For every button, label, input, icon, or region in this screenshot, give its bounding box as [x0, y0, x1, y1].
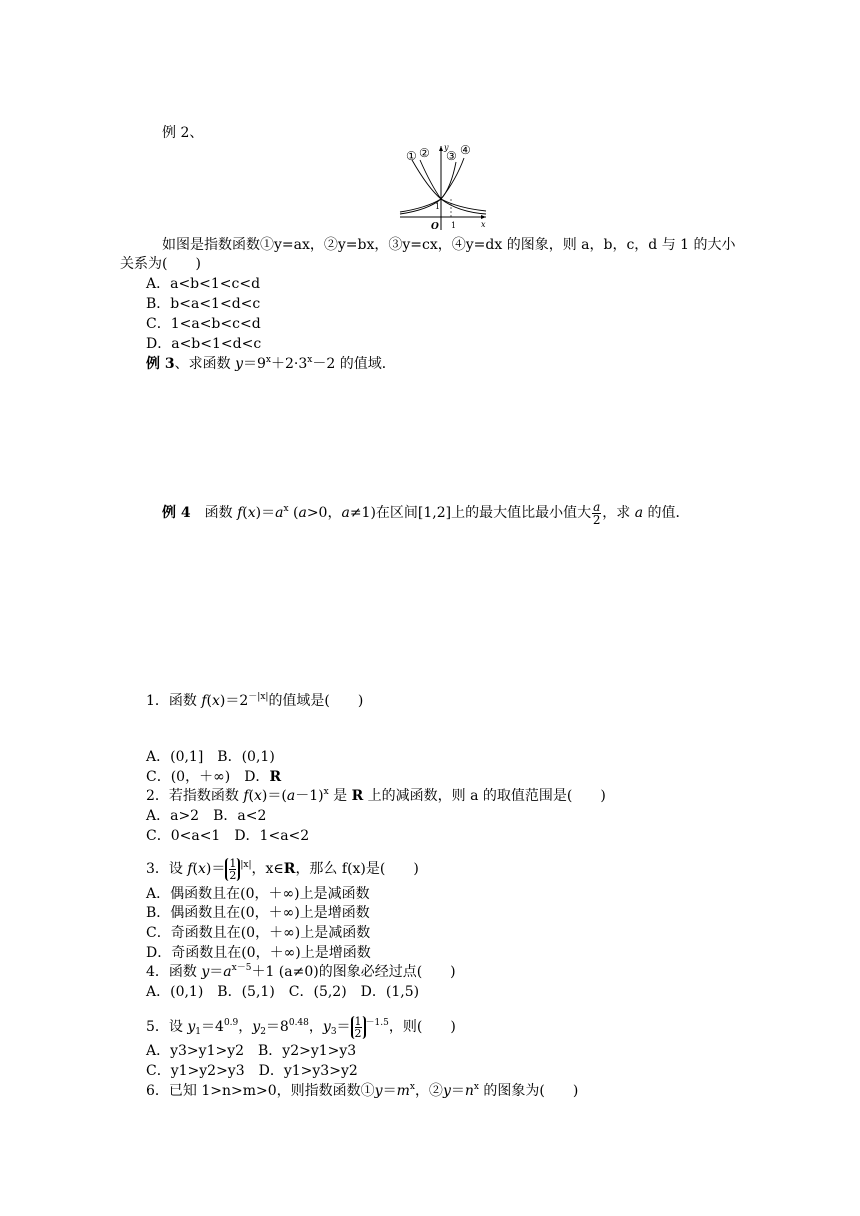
- tick-label-x: 1: [451, 221, 457, 230]
- exercise-5-options-ab: A．y3>y1>y2 B．y2>y1>y3: [146, 1043, 357, 1059]
- curve-label-4: ④: [460, 143, 471, 157]
- example-2-option-c: C．1<a<b<c<d: [146, 316, 261, 332]
- exercise-1-options-cd: C．(0，＋∞) D．R: [146, 769, 282, 785]
- fraction-one-half-q5: $\frac{1}{2}$: [351, 1016, 366, 1039]
- curve-label-3: ③: [446, 149, 457, 163]
- example-4-label: 例 4: [162, 505, 191, 521]
- example-2-option-a: A．a<b<1<c<d: [146, 276, 261, 292]
- example-2-question-line2: 关系为( ): [120, 256, 201, 272]
- example-2-label: 例 2、: [162, 125, 204, 141]
- exercise-5-stem: 5．设 $y_1=4^{0.9}$，$y_2=8^{0.48}$，$y_3=$ $\frac{1}{2}$ $^{-1.5}$，则( ): [146, 1014, 456, 1040]
- curve-label-2: ②: [419, 146, 430, 160]
- exercise-2-options-ab: A．a>2 B．a<2: [146, 808, 267, 824]
- example-2-question-line1: 如图是指数函数①y=ax，②y=bx，③y=cx，④y=dx 的图象，则 a，b，c，d 与 1 的大小: [162, 237, 736, 253]
- origin-label: O: [431, 222, 439, 232]
- example-2-option-d: D．a<b<1<d<c: [146, 336, 262, 352]
- exercise-3-option-b: B．偶函数且在(0，＋∞)上是增函数: [146, 905, 370, 921]
- fraction-a-over-2: $\frac{a}{2}$: [592, 499, 601, 527]
- example-3: 例 3、求函数 $y=9^x+2\cdot 3^x-2$ 的值域．: [146, 355, 396, 372]
- exercise-5-options-cd: C．y1>y2>y3 D．y1>y3>y2: [146, 1063, 358, 1079]
- exercise-4-stem: 4．函数 $y=a^{x-5}+1$ (a≠0)的图象必经过点( ): [146, 963, 456, 980]
- example-2-option-b: B．b<a<1<d<c: [146, 296, 261, 312]
- exponential-graph: [398, 140, 490, 232]
- axis-label-y: y: [444, 143, 449, 152]
- exercise-1-options-ab: A．(0,1] B．(0,1): [146, 749, 275, 765]
- exercise-3-option-d: D．奇函数且在(0，＋∞)上是增函数: [146, 945, 371, 961]
- curve-label-1: ①: [406, 149, 417, 163]
- example-3-label: 例 3: [146, 356, 175, 372]
- curve-3: [400, 162, 456, 212]
- exercise-3-stem: 3．设 f(x)＝ $\frac{1}{2}$ $^{|x|}$，x∈R，那么 f(x)是( ): [146, 856, 419, 882]
- curve-4: [400, 158, 464, 214]
- tick-label-y: 1: [435, 202, 441, 211]
- exercise-4-options: A．(0,1) B．(5,1) C．(5,2) D．(1,5): [146, 984, 420, 1000]
- exercise-6-stem: 6．已知 1>n>m>0，则指数函数$①y=m^x$，$②y=n^x$ 的图象为( ): [146, 1082, 579, 1099]
- exercise-3-option-a: A．偶函数且在(0，＋∞)上是减函数: [146, 886, 370, 902]
- example-4: 例 4 函数 $f(x)=a^x$ (a>0，a≠1)在区间[1,2]上的最大值比最小值大 $\frac{a}{2}$ ，求 a 的值．: [162, 499, 690, 527]
- fraction-one-half: $\frac{1}{2}$: [225, 858, 240, 881]
- exercise-2-stem: 2．若指数函数 $f(x)=(a-1)^x$ 是 R 上的减函数，则 a 的取值范围是( ): [146, 787, 606, 804]
- exercise-1-stem: 1．函数 $f(x)=2^{-|x|}$的值域是( ): [146, 692, 364, 709]
- exercise-2-options-cd: C．0<a<1 D．1<a<2: [146, 828, 310, 844]
- axis-label-x: x: [481, 220, 486, 229]
- exercise-3-option-c: C．奇函数且在(0，＋∞)上是减函数: [146, 925, 371, 941]
